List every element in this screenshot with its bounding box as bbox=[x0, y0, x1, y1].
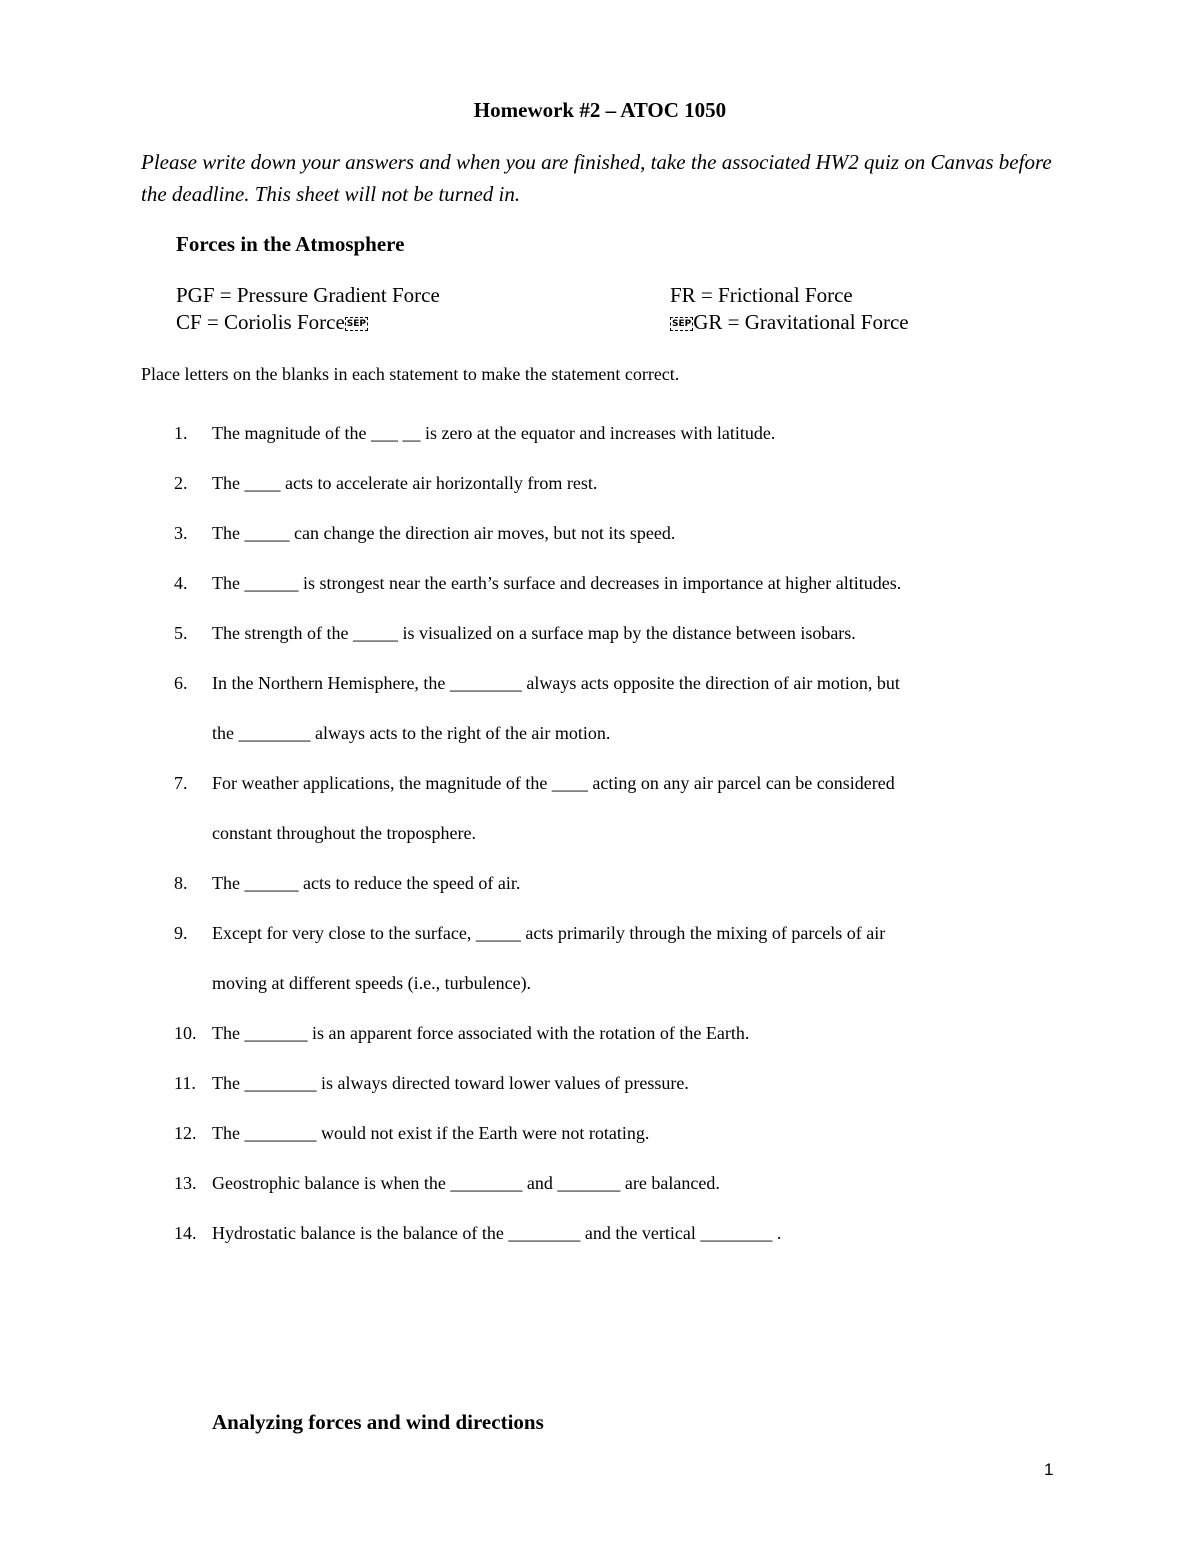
question-number: 12. bbox=[174, 1123, 197, 1143]
question-text: The ______ acts to reduce the speed of air. bbox=[212, 873, 521, 893]
question-item bbox=[0, 1058, 1200, 1108]
question-number: 1. bbox=[174, 423, 188, 443]
question-text: The _______ is an apparent force associated with the rotation of the Earth. bbox=[212, 1023, 750, 1043]
question-item bbox=[0, 408, 1200, 458]
question-item bbox=[0, 458, 1200, 508]
question-text: the ________ always acts to the right of the air motion. bbox=[212, 723, 611, 743]
question-text: The magnitude of the ___ __ is zero at the equator and increases with latitude. bbox=[212, 423, 776, 443]
question-item bbox=[0, 558, 1200, 608]
force-pgf: PGF = Pressure Gradient Force bbox=[176, 283, 440, 307]
sep-glyph-icon: SEP bbox=[672, 319, 692, 330]
intro-text: Please write down your answers and when you are finished, take the associated HW2 quiz on Canvas before the deadline. This sheet will not be turned in. bbox=[141, 150, 1052, 206]
force-fr: FR = Frictional Force bbox=[670, 283, 853, 307]
question-number: 4. bbox=[174, 573, 188, 593]
force-cf-line bbox=[176, 309, 368, 336]
question-number: 14. bbox=[174, 1223, 197, 1243]
question-number: 7. bbox=[174, 773, 188, 793]
question-text: The ________ is always directed toward lower values of pressure. bbox=[212, 1073, 689, 1093]
question-number: 10. bbox=[174, 1023, 197, 1043]
question-item bbox=[0, 858, 1200, 908]
question-number: 2. bbox=[174, 473, 188, 493]
question-item bbox=[0, 908, 1200, 1008]
question-text: constant throughout the troposphere. bbox=[212, 823, 476, 843]
question-text: The ____ acts to accelerate air horizontally from rest. bbox=[212, 473, 598, 493]
question-text: Geostrophic balance is when the ________ and _______ are balanced. bbox=[212, 1173, 720, 1193]
instruction-text: Place letters on the blanks in each statement to make the statement correct. bbox=[141, 364, 680, 384]
question-text: The _____ can change the direction air moves, but not its speed. bbox=[212, 523, 676, 543]
force-gr-line bbox=[670, 309, 909, 336]
question-text: In the Northern Hemisphere, the ________ always acts opposite the direction of air motion, but bbox=[212, 673, 900, 693]
sep-glyph-icon: SEP bbox=[346, 319, 367, 330]
question-item bbox=[0, 758, 1200, 858]
question-number: 8. bbox=[174, 873, 188, 893]
question-item bbox=[0, 1108, 1200, 1158]
question-text: moving at different speeds (i.e., turbulence). bbox=[212, 973, 532, 993]
section-heading-analyzing: Analyzing forces and wind directions bbox=[212, 1410, 544, 1434]
page-title: Homework #2 – ATOC 1050 bbox=[473, 98, 727, 122]
question-item bbox=[0, 658, 1200, 758]
question-item bbox=[0, 1008, 1200, 1058]
question-number: 9. bbox=[174, 923, 188, 943]
question-item bbox=[0, 1208, 1200, 1258]
question-text: The ______ is strongest near the earth’s surface and decreases in importance at higher altitudes. bbox=[212, 573, 902, 593]
question-list bbox=[0, 408, 1200, 1258]
question-text: The strength of the _____ is visualized on a surface map by the distance between isobars. bbox=[212, 623, 856, 643]
question-item bbox=[0, 508, 1200, 558]
question-number: 3. bbox=[174, 523, 188, 543]
question-number: 11. bbox=[174, 1073, 196, 1093]
question-number: 6. bbox=[174, 673, 188, 693]
question-number: 5. bbox=[174, 623, 188, 643]
section-heading-forces: Forces in the Atmosphere bbox=[176, 232, 405, 256]
question-text: Except for very close to the surface, _____ acts primarily through the mixing of parcels of air bbox=[212, 923, 886, 943]
question-text: The ________ would not exist if the Earth were not rotating. bbox=[212, 1123, 650, 1143]
force-cf: CF = Coriolis Force bbox=[176, 310, 345, 334]
question-item bbox=[0, 1158, 1200, 1208]
question-item bbox=[0, 608, 1200, 658]
page-number: 1 bbox=[1044, 1460, 1054, 1479]
question-number: 13. bbox=[174, 1173, 197, 1193]
question-text: For weather applications, the magnitude of the ____ acting on any air parcel can be considered bbox=[212, 773, 895, 793]
force-gr: GR = Gravitational Force bbox=[693, 310, 909, 334]
question-text: Hydrostatic balance is the balance of the ________ and the vertical ________ . bbox=[212, 1223, 782, 1243]
